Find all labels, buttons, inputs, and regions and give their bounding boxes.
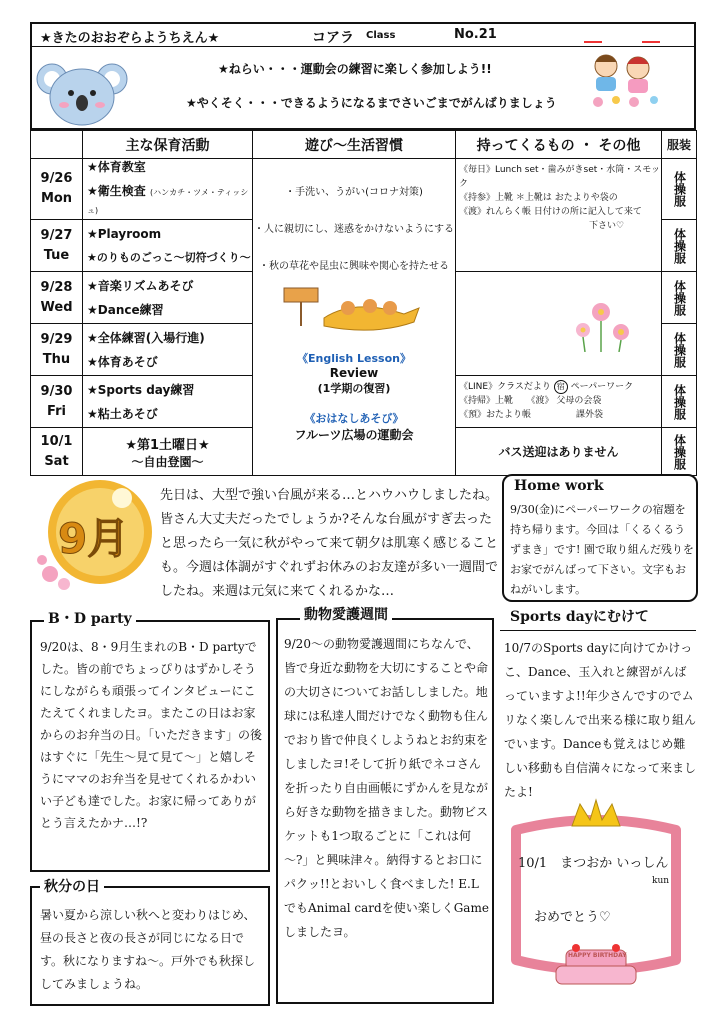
school-name: ★きたのおおぞらようちえん★ [40, 31, 220, 46]
activities-header: 主な保育活動 [83, 131, 253, 159]
activity-1: ★第1土曜日★ [125, 437, 210, 453]
parents-bag: 《渡》 父母の会袋 [531, 396, 602, 406]
date: 9/28 [40, 279, 73, 295]
birthday-date: 10/1 [518, 856, 548, 871]
activity-1: ★Playroom [87, 226, 162, 241]
weekday: Tue [43, 247, 70, 263]
activity-1: ★音楽リズムあそび [87, 278, 194, 293]
activity-1: ★Sports day練習 [87, 382, 195, 397]
play-header: 遊び～生活習慣 [253, 131, 456, 159]
story-time-title: 《おはなしあそび》 [304, 412, 404, 425]
play-habits-cell [253, 159, 456, 476]
weekly-aim: ★ねらい・・・運動会の練習に楽しく参加しよう!! [218, 62, 492, 76]
habit-1: ・手洗い、うがい(コロナ対策) [285, 187, 423, 198]
homework-title: Home work [514, 478, 604, 494]
clothes-cell: 体操服 [662, 428, 697, 476]
bring-items-cell-1 [456, 159, 662, 272]
date-cell [31, 376, 83, 428]
clothes-cell: 体操服 [662, 272, 697, 324]
cosmos-flowers-illustration [561, 292, 641, 352]
date-cell [31, 159, 83, 220]
activity-2: ★体育あそび [87, 354, 158, 369]
carry-items: 《持参》上靴 [459, 193, 514, 203]
birthday-party-text: 9/20は、8・9月生まれのB・D partyでした。皆の前でちょっぴりはずかしそうにしながらも頑張ってインタビューにこたえてくれましたヨ。またこの日はお家からのお弁当の日。「いただきます」の後はすぐに「先生～見て見て～」と嬉しそうにママのお弁当を見せてくれるかわいい子ども達でした。お家に帰ってありがとう言えたかナ…!? [40, 640, 263, 830]
kids-cheering-illustration [576, 30, 676, 110]
bring-header: 持ってくるもの ・ その他 [456, 131, 662, 159]
date: 9/26 [40, 171, 73, 186]
weekly-promise: ★やくそく・・・できるようになるまでさいごまでがんばりましょう [186, 96, 557, 110]
equinox-title: 秋分の日 [40, 876, 104, 896]
clothes-cell: 体操服 [662, 159, 697, 220]
activity-cell [83, 376, 253, 428]
bring-items-cell-2 [456, 272, 662, 376]
date-cell [31, 272, 83, 324]
birthday-child [518, 852, 668, 871]
handwritten-note-1: ＊上靴は おたよりや袋の [515, 193, 618, 203]
activity-2: ★Dance練習 [87, 302, 164, 317]
story-time-body: フルーツ広場の運動会 [294, 428, 414, 442]
friday-carry-home: 《持帰》上靴 [459, 396, 514, 406]
activity-2: ★衛生検査 [87, 184, 146, 198]
birthday-frame-illustration [496, 790, 696, 1000]
sports-day-title: Sports dayにむけて [510, 609, 649, 625]
activity-2: ～自由登園～ [131, 454, 204, 469]
date-cell [31, 220, 83, 272]
daily-items: 《毎日》Lunch set・歯みがきset・水筒・スモック [459, 165, 661, 189]
english-lesson-title: 《English Lesson》 [297, 352, 411, 365]
date: 9/27 [40, 227, 73, 243]
date: 10/1 [40, 433, 73, 449]
clothes-cell: 体操服 [662, 220, 697, 272]
habit-3: ・秋の草花や昆虫に興味や関心を持たせる [259, 261, 449, 272]
fox-and-bears-illustration [274, 278, 434, 338]
bus-notice: バス送迎はありません [456, 428, 662, 476]
activity-cell [83, 272, 253, 324]
date-header [31, 131, 83, 159]
month-message: 先日は、大型で強い台風が来る…とハウハウしましたね。皆さん大丈夫だったでしょうか?そんな台風がすぎ去ったと思ったら一気に秋がやって来て朝夕は肌寒く感じることも。今週は体調がすぐれずお休みのお友達が多い一週間でしたね。来週は元気に来てくれるかな… [160, 488, 499, 599]
activity-1: ★全体練習(入場行進) [87, 330, 205, 345]
weekly-schedule-table [30, 130, 697, 476]
clothes-header: 服装 [662, 131, 697, 159]
weekday: Sat [44, 453, 69, 469]
extracurricular-bag: 課外袋 [576, 410, 604, 420]
handwritten-note-3: 下さい♡ [589, 221, 625, 231]
activity-2: ★粘土あそび [87, 406, 158, 421]
activity-cell [83, 324, 253, 376]
handwritten-note-2: 日付けの所に記入して来て [533, 207, 642, 217]
activity-1: ★体育教室 [87, 160, 146, 174]
class-label: Class [366, 30, 396, 41]
english-lesson-body: Review [329, 366, 379, 380]
english-lesson-note: (1学期の復習) [317, 382, 391, 395]
equinox-text: 暑い夏から涼しい秋へと変わりはじめ、昼の長さと夜の長さが同じになる日です。秋になりますね～。戸外でも秋探ししてみましょうね。 [40, 908, 256, 991]
activity-cell [83, 220, 253, 272]
koala-illustration [36, 55, 128, 127]
contact-book: 《渡》れんらく帳 [459, 207, 532, 217]
animal-week-title: 動物愛護週間 [300, 604, 392, 624]
homework-text: 9/30(金)にペーパーワークの宿題を持ち帰ります。今回は「くるくるうずまき」です! 園で取り組んだ残りをお家でがんばって下さい。文字もおねがいします。 [510, 503, 694, 596]
cake-text: HAPPY BIRTHDAY [568, 952, 627, 959]
line-newsletter: 《LINE》クラスだより [459, 382, 551, 392]
month-title: 9月 [58, 514, 130, 563]
class-name: コアラ [312, 30, 354, 46]
animal-week-text: 9/20～の動物愛護週間にちなんで、皆で身近な動物を大切にすることや命の大切さについてお話ししました。地球には私達人間だけでなく動物も住んでおり皆で仲良くしようねとお約束をしましたヨ!そして折り紙でネコさんを折ったり自由画帳にずかんを見ながら好きな動物を描きました。動物ビスケットも1つ取るごとに「これは何～?」と興味津々。納得するとお口にパクッ!!とおいしく食べました! E.LでもAnimal cardを使い楽しくGameしましたヨ。 [284, 637, 489, 939]
birthday-party-title: B・D party [44, 608, 136, 628]
activity-2: ★のりものごっこ～切符づくり～ [87, 250, 251, 264]
homework-circle-mark: 宿 [554, 380, 568, 394]
bring-items-cell-3 [456, 376, 662, 428]
clothes-cell: 体操服 [662, 376, 697, 428]
activity-2-note: (ハンカチ・ツメ・ティッシュ) [87, 188, 249, 215]
sports-day-text: 10/7のSports dayに向けてかけっこ、Dance、玉入れと練習がんばっていますよ!!年少さんですのでムリなく楽しんで出来る様に取り組んでいます。Danceも覚えはじめ難しい移動も自信満々になって来ましたよ! [504, 641, 697, 799]
paperwork-item: ペーパーワーク [570, 382, 634, 392]
habit-2: ・人に親切にし、迷惑をかけないようにする [254, 224, 454, 235]
birthday-honorific: kun [652, 876, 670, 886]
date: 9/30 [40, 383, 73, 399]
birthday-greeting: おめでとう♡ [534, 910, 611, 925]
activity-cell [83, 428, 253, 476]
date-cell [31, 324, 83, 376]
clothes-cell: 体操服 [662, 324, 697, 376]
date-cell [31, 428, 83, 476]
birthday-name: まつおか いっしん [560, 856, 669, 871]
sports-day-underline [500, 630, 696, 631]
weekday: Fri [47, 403, 66, 419]
weekday: Mon [40, 191, 73, 206]
activity-cell [83, 159, 253, 220]
schedule-header-row [31, 131, 697, 159]
issue-number: No.21 [454, 27, 497, 42]
schedule-row [31, 159, 697, 220]
friday-deposit: 《預》おたより帳 [459, 410, 532, 420]
weekday: Thu [42, 351, 71, 367]
weekday: Wed [40, 299, 73, 315]
date: 9/29 [40, 331, 73, 347]
